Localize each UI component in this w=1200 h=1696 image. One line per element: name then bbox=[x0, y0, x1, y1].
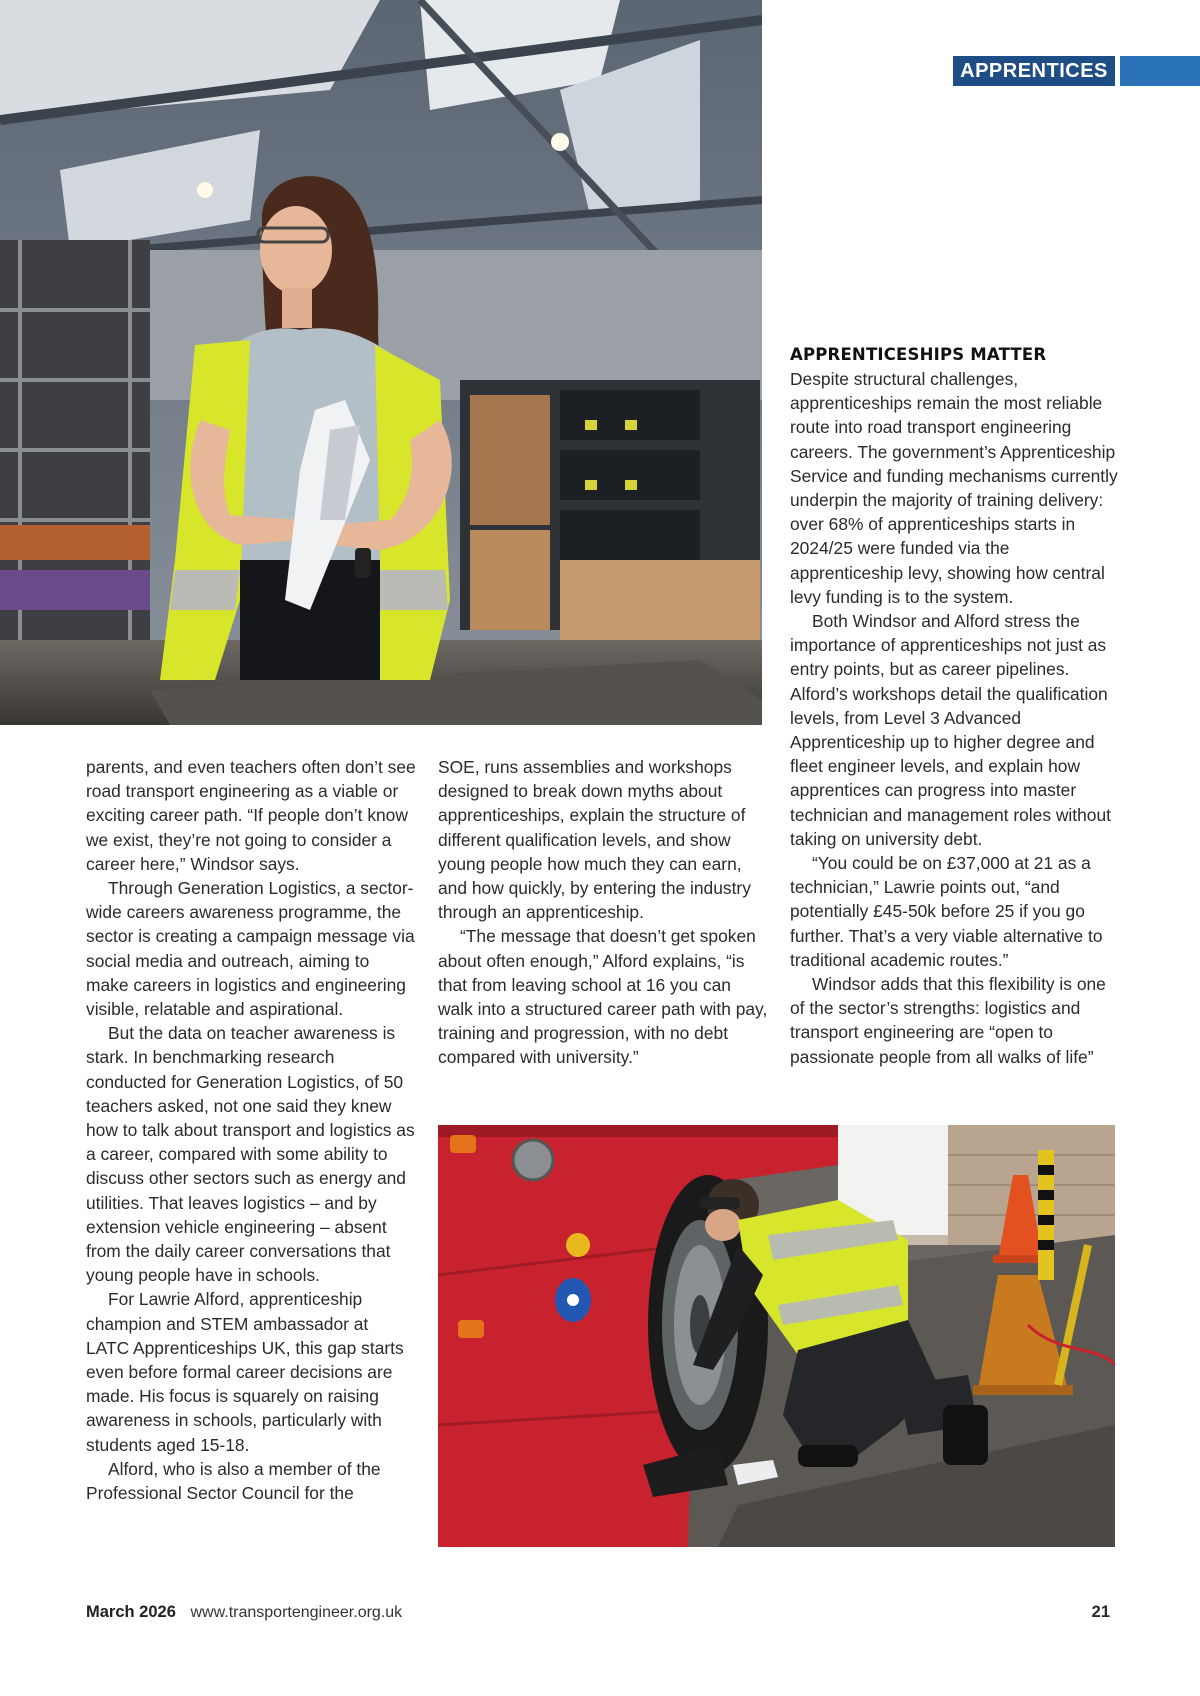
paragraph: But the data on teacher awareness is stark. In benchmarking research conducted for Generation Logistics, of 50 teachers asked, not one said they knew how to talk about transport and logistics as a career, compared with some ability to discuss other sectors such as energy and utilities. That leaves logistics – and by extension vehicle engineering – absent from the daily career conversations that young people have in schools. bbox=[86, 1023, 415, 1286]
article-column-3 bbox=[790, 343, 1120, 1069]
section-tag-accent-bar bbox=[1120, 56, 1200, 86]
paragraph: Alford, who is also a member of the Professional Sector Council for the bbox=[86, 1458, 381, 1504]
page-footer bbox=[86, 1603, 402, 1622]
issue-date: March 2026 bbox=[86, 1603, 176, 1621]
warehouse-apprentice-photo bbox=[0, 0, 762, 725]
section-tag: APPRENTICES bbox=[953, 56, 1115, 86]
paragraph: SOE, runs assemblies and workshops designed to break down myths about apprenticeships, explain the structure of different qualification levels, and show young people how much they can earn, and how quickly, by entering the industry through an apprenticeship. bbox=[438, 757, 751, 923]
website-url: www.transportengineer.org.uk bbox=[190, 1604, 403, 1621]
paragraph: “You could be on £37,000 at 21 as a technician,” Lawrie points out, “and potentially £45-50k before 25 if you go further. That’s a very viable alternative to traditional academic routes.” bbox=[790, 853, 1103, 970]
paragraph: “The message that doesn’t get spoken about often enough,” Alford explains, “is that from leaving school at 16 you can walk into a structured career path with pay, training and progression, with no debt compared with university.” bbox=[438, 926, 768, 1068]
paragraph: Both Windsor and Alford stress the importance of apprenticeships not just as entry points, but as career pipelines. Alford’s workshops detail the qualification levels, from Level 3 Advanced Apprenticeship up to higher degree and fleet engineer levels, and explain how apprentices can progress into master technician and management roles without taking on university debt. bbox=[790, 611, 1111, 849]
paragraph: For Lawrie Alford, apprenticeship champion and STEM ambassador at LATC Apprenticeships UK, this gap starts even before formal career decisions are made. His focus is squarely on raising awareness in schools, particularly with students aged 15-18. bbox=[86, 1289, 404, 1455]
paragraph: parents, and even teachers often don’t see road transport engineering as a viable or exciting career path. “If people don’t know we exist, they’re not going to consider a career here,” Windsor says. bbox=[86, 757, 416, 874]
paragraph: Despite structural challenges, apprenticeships remain the most reliable route into road transport engineering careers. The government’s Apprenticeship Service and funding mechanisms currently underpin the majority of training delivery: over 68% of apprenticeships starts in 2024/25 were funded via the apprenticeship levy, showing how central levy funding is to the system. bbox=[790, 369, 1118, 607]
bus-technician-photo bbox=[438, 1125, 1115, 1547]
section-heading: APPRENTICESHIPS MATTER bbox=[790, 345, 1047, 364]
paragraph: Through Generation Logistics, a sector-wide careers awareness programme, the sector is creating a campaign message via social media and outreach, aiming to make careers in logistics and engineering visible, relatable and aspirational. bbox=[86, 878, 415, 1020]
page-number: 21 bbox=[1091, 1603, 1110, 1621]
article-column-2 bbox=[438, 755, 768, 1070]
article-column-1 bbox=[86, 755, 416, 1505]
paragraph: Windsor adds that this flexibility is one of the sector’s strengths: logistics and transport engineering are “open to passionate people from all walks of life” bbox=[790, 974, 1106, 1067]
